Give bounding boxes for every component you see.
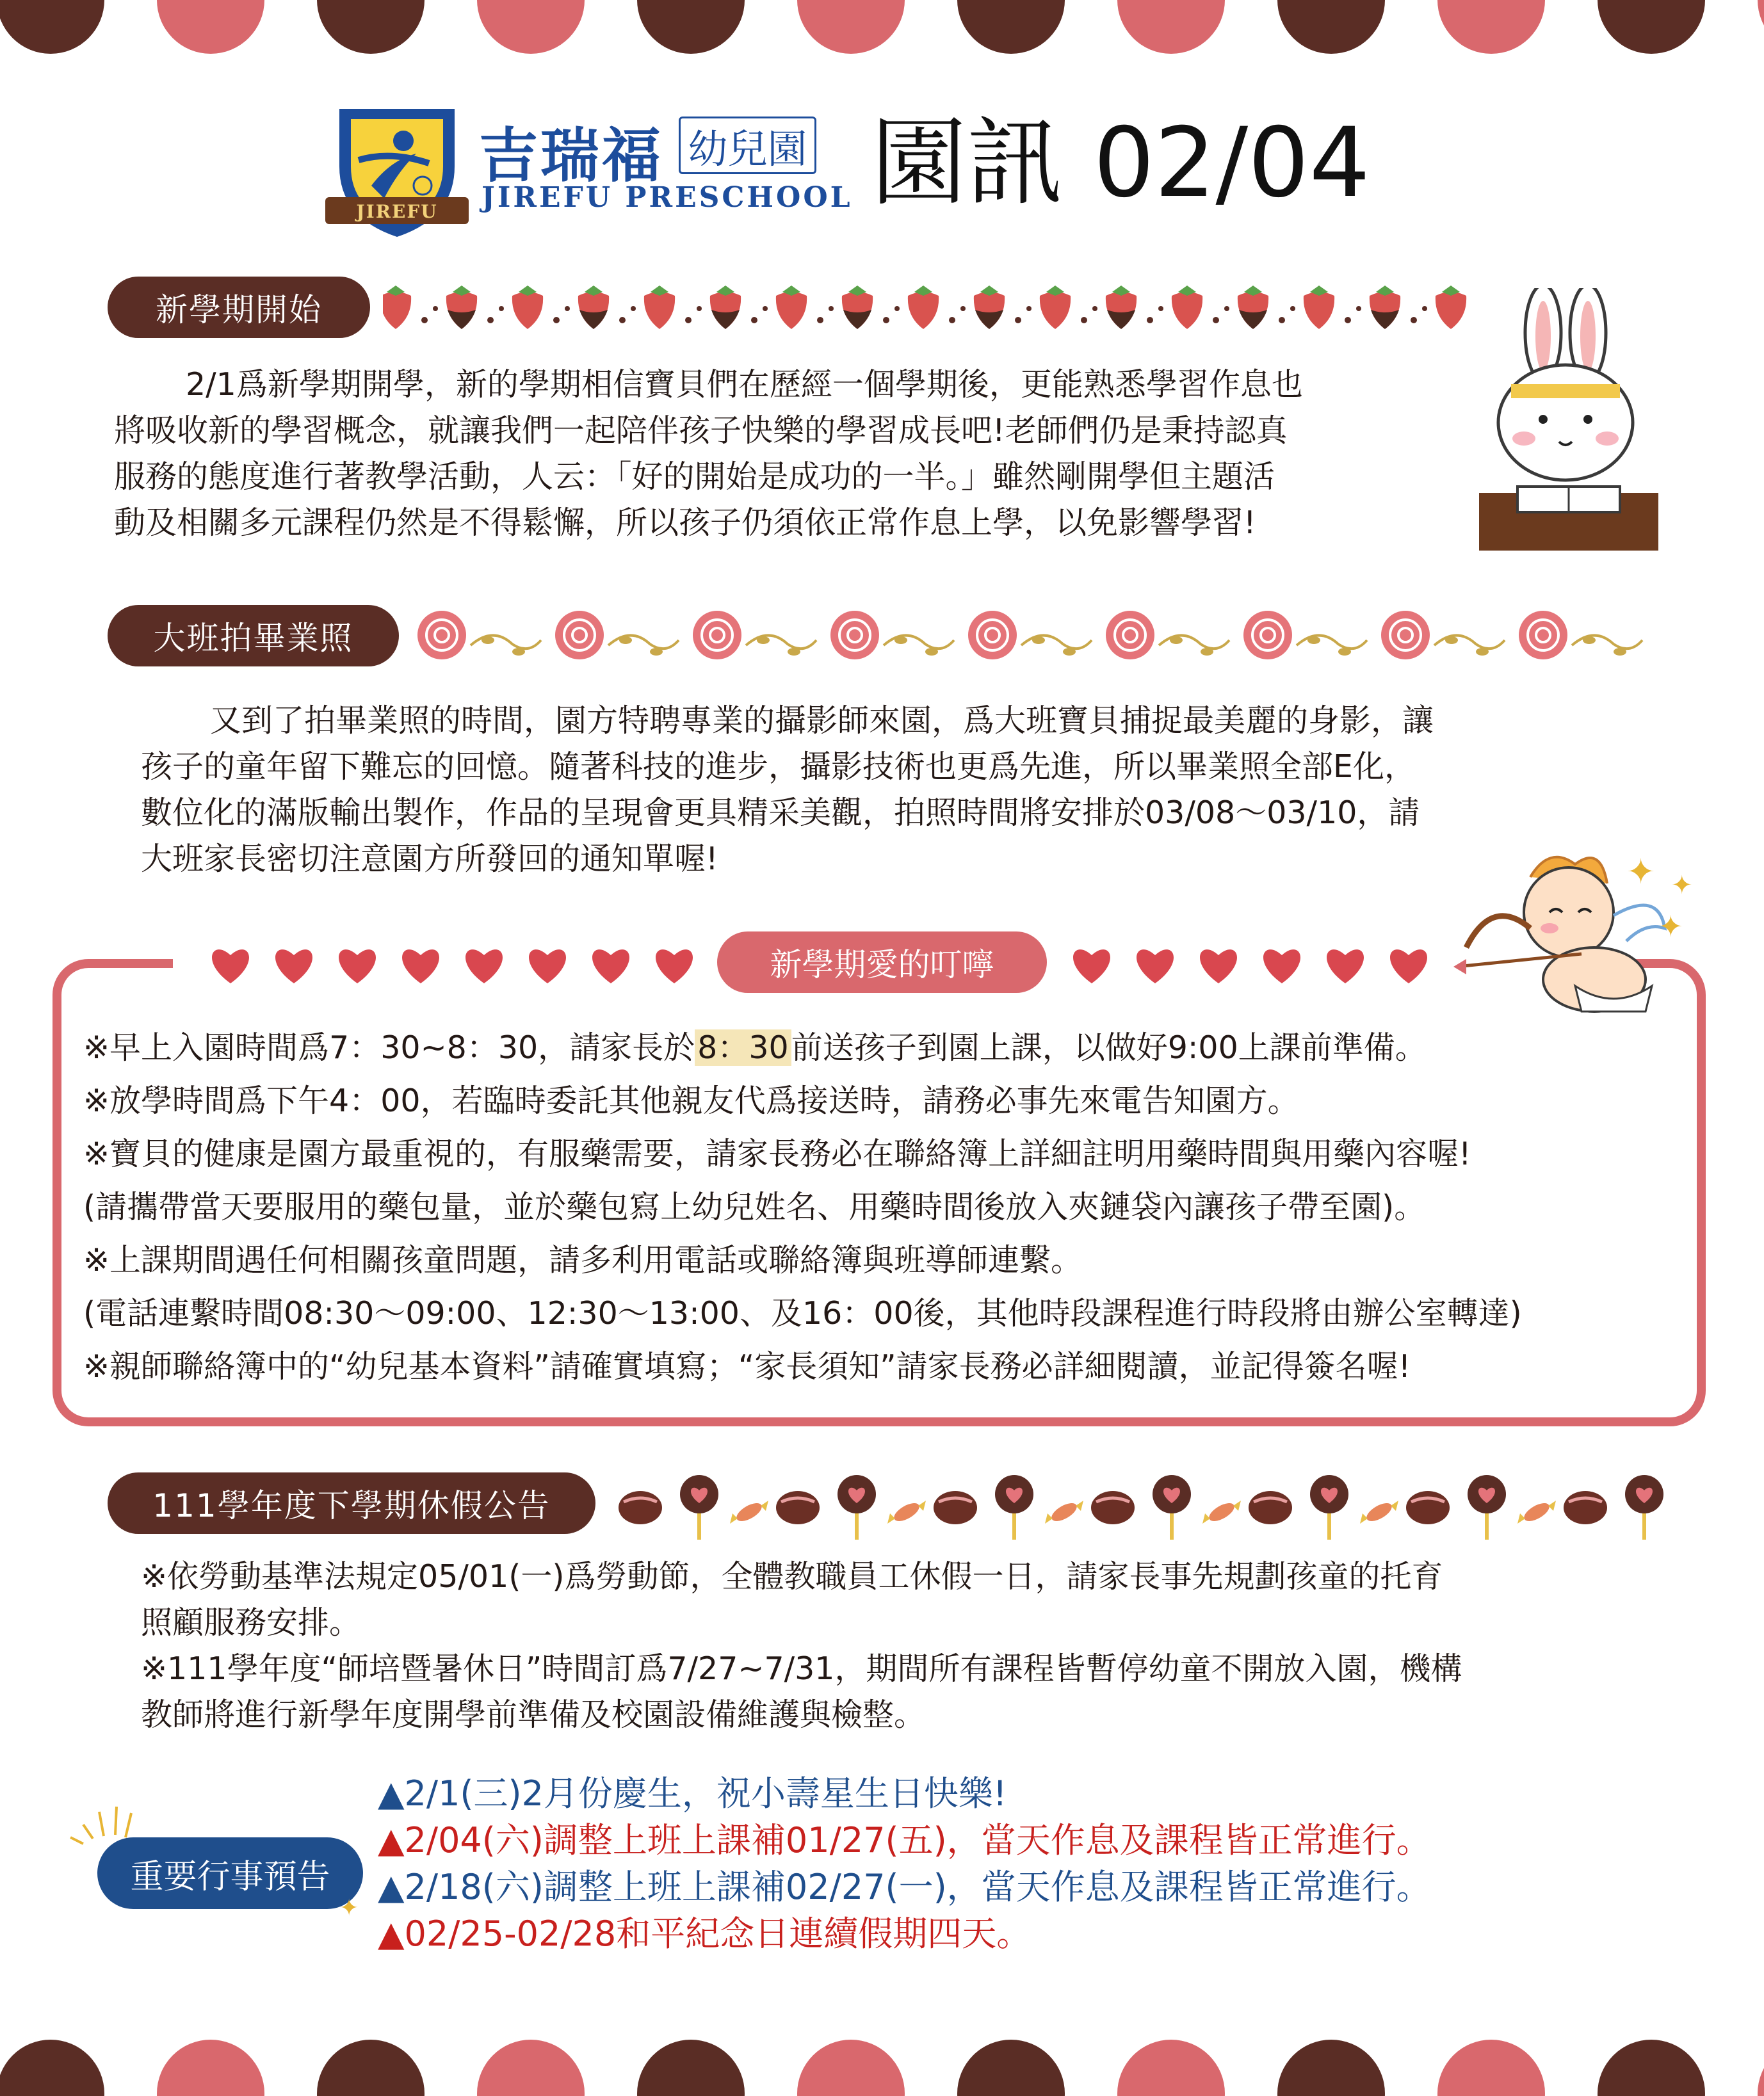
rabbit-illustration	[1473, 288, 1665, 557]
rose-icon	[968, 611, 1017, 659]
text-line: 動及相關多元課程仍然是不得鬆懈，所以孩子仍須依正常作息上學，以免影響學習!	[114, 504, 1256, 541]
leaf-icon	[757, 636, 770, 644]
dot-icon	[1345, 317, 1351, 323]
text-line: 將吸收新的學習概念，就讓我們一起陪伴孩子快樂的學習成長吧!老師們仍是秉持認真	[114, 412, 1288, 449]
chocolate-icon	[1406, 1491, 1450, 1524]
dot-icon	[1026, 306, 1032, 311]
sweets-decoration-row	[615, 1472, 1703, 1545]
leaf-icon	[1338, 648, 1351, 656]
lollipop-icon	[680, 1475, 718, 1540]
strawberry-icon	[1436, 286, 1466, 329]
text-line: 照顧服務安排。	[141, 1604, 361, 1641]
leaf-icon	[512, 648, 525, 656]
new-semester-text	[114, 362, 1303, 546]
text-line: ※上課期間遇任何相關孩童問題，請多利用電話或聯絡簿與班導師連繫。	[83, 1242, 1083, 1278]
leaf-icon	[1445, 636, 1458, 644]
strawberry-icon	[1238, 286, 1268, 329]
strawberry-icon	[1040, 286, 1071, 329]
vine-icon	[1021, 635, 1092, 649]
dot-icon	[1279, 317, 1285, 323]
heart-icon	[592, 949, 629, 983]
heart-icon	[212, 949, 249, 983]
leaf-icon	[650, 648, 663, 656]
heart-icon	[529, 949, 566, 983]
dot-icon	[829, 306, 834, 311]
leaf-icon	[1583, 636, 1596, 644]
text-line: ※111學年度“師培暨暑休日”時間訂爲7/27~7/31，期間所有課程皆暫停幼童不開放入園，機構	[141, 1650, 1462, 1687]
border-dot	[957, 0, 1065, 54]
candy-icon	[1517, 1499, 1556, 1524]
heart-icon	[1200, 949, 1237, 983]
heart-icon	[339, 949, 376, 983]
rose-icon	[693, 611, 741, 659]
border-dot	[1437, 2040, 1545, 2096]
vine-icon	[746, 635, 816, 649]
strawberry-icon	[974, 286, 1005, 329]
dot-icon	[499, 306, 504, 311]
text-line: 數位化的滿版輸出製作，作品的呈現會更具精采美觀，拍照時間將安排於03/08～03/10，請	[141, 794, 1420, 831]
dot-icon	[1411, 317, 1417, 323]
schedule-item: ▲02/25-02/28和平紀念日連續假期四天。	[378, 1914, 1032, 1954]
text-segment: ※早上入園時間爲7：30~8：30，請家長於	[83, 1029, 695, 1066]
dot-icon	[1015, 317, 1021, 323]
highlighted-time: 8：30	[695, 1029, 791, 1066]
leaf-icon	[1614, 648, 1626, 656]
border-dot	[1598, 2040, 1705, 2096]
page-title: 園訊 02/04	[871, 108, 1370, 219]
reminders-text	[83, 1021, 1522, 1393]
leaf-icon	[1170, 636, 1183, 644]
dot-icon	[1224, 306, 1229, 311]
vine-icon	[1159, 635, 1229, 649]
dot-icon	[763, 306, 768, 311]
vine-icon	[608, 635, 679, 649]
leaf-icon	[1476, 648, 1489, 656]
border-dot	[797, 2040, 905, 2096]
bottom-dot-border	[0, 2032, 1764, 2096]
dot-icon	[1213, 317, 1219, 323]
rose-icon	[1519, 611, 1567, 659]
border-dot	[957, 2040, 1065, 2096]
dot-icon	[751, 317, 757, 323]
text-line: (請攜帶當天要服用的藥包量，並於藥包寫上幼兒姓名、用藥時間後放入夾鏈袋內讓孩子帶至園)。	[83, 1189, 1426, 1225]
border-dot	[157, 2040, 264, 2096]
dot-icon	[1158, 306, 1163, 311]
dot-icon	[1092, 306, 1097, 311]
top-dot-border	[0, 0, 1764, 64]
candy-icon	[1045, 1499, 1083, 1524]
section-title-new-semester: 新學期開始	[108, 277, 370, 338]
border-dot	[477, 0, 585, 54]
border-dot	[637, 2040, 745, 2096]
chocolate-icon	[619, 1491, 662, 1524]
vine-icon	[471, 635, 541, 649]
vine-icon	[1434, 635, 1505, 649]
heart-icon	[275, 949, 312, 983]
dot-icon	[487, 317, 494, 323]
dot-icon	[1147, 317, 1153, 323]
vine-icon	[1297, 635, 1367, 649]
dot-icon	[421, 317, 428, 323]
rose-icon	[1381, 611, 1430, 659]
sparkle-icon: ✦	[1658, 909, 1683, 944]
leaf-icon	[481, 636, 494, 644]
heart-decoration-row-right	[1069, 942, 1450, 990]
heart-icon	[656, 949, 693, 983]
dot-icon	[433, 306, 438, 311]
strawberry-icon	[446, 286, 477, 329]
dot-icon	[1356, 306, 1361, 311]
strawberry-decoration-row	[383, 282, 1484, 335]
lollipop-icon	[995, 1475, 1033, 1540]
border-dot	[637, 0, 745, 54]
border-dot	[1437, 0, 1545, 54]
text-line: ※放學時間爲下午4：00，若臨時委託其他親友代爲接送時，請務必事先來電告知園方。	[83, 1083, 1299, 1119]
section-title-reminders: 新學期愛的叮嚀	[717, 931, 1047, 993]
heart-icon	[1327, 949, 1364, 983]
vine-icon	[1572, 635, 1642, 649]
lollipop-icon	[1625, 1475, 1663, 1540]
dot-icon	[553, 317, 560, 323]
leaf-icon	[619, 636, 632, 644]
school-name-zh: 吉瑞福	[479, 122, 664, 190]
leaf-icon	[1063, 648, 1076, 656]
border-dot	[317, 0, 425, 54]
text-line: 大班家長密切注意園方所發回的通知單喔!	[141, 841, 718, 877]
leaf-icon	[788, 648, 800, 656]
lollipop-icon	[1468, 1475, 1506, 1540]
border-dot	[797, 0, 905, 54]
border-dot	[1277, 2040, 1385, 2096]
leaf-icon	[1307, 636, 1320, 644]
text-line: (電話連繫時間08:30～09:00、12:30～13:00、及16：00後，其他時段課程進行時段將由辦公室轉達)	[83, 1295, 1522, 1332]
rose-icon	[1243, 611, 1292, 659]
strawberry-icon	[710, 286, 741, 329]
strawberry-icon	[383, 286, 411, 329]
school-logo	[320, 90, 474, 243]
heart-icon	[402, 949, 439, 983]
chocolate-icon	[1564, 1491, 1607, 1524]
rose-icon	[1106, 611, 1154, 659]
rose-decoration-row	[413, 607, 1649, 667]
text-line: 又到了拍畢業照的時間，園方特聘專業的攝影師來園，爲大班寶貝捕捉最美麗的身影，讓	[210, 702, 1434, 739]
rose-icon	[830, 611, 879, 659]
sparkle-icon: ✦	[1626, 851, 1656, 892]
dot-icon	[894, 306, 900, 311]
heart-icon	[1263, 949, 1300, 983]
candy-icon	[1360, 1499, 1398, 1524]
border-dot	[0, 2040, 104, 2096]
border-dot	[1277, 0, 1385, 54]
lollipop-icon	[1310, 1475, 1348, 1540]
chocolate-icon	[1091, 1491, 1135, 1524]
dot-icon	[949, 317, 955, 323]
dot-icon	[1290, 306, 1295, 311]
dot-icon	[631, 306, 636, 311]
dot-icon	[685, 317, 692, 323]
dot-icon	[1422, 306, 1427, 311]
chocolate-icon	[934, 1491, 977, 1524]
border-dot	[1758, 0, 1764, 54]
border-dot	[1117, 2040, 1225, 2096]
schedule-item: ▲2/18(六)調整上班上課補02/27(一)，當天作息及課程皆正常進行。	[378, 1867, 1431, 1907]
border-dot	[477, 2040, 585, 2096]
leaf-icon	[894, 636, 907, 644]
text-line	[83, 1021, 1522, 1074]
sparkle-icon: ✦	[1671, 871, 1693, 900]
dot-icon	[619, 317, 626, 323]
strawberry-icon	[1106, 286, 1137, 329]
rose-icon	[555, 611, 604, 659]
dot-icon	[883, 317, 889, 323]
candy-icon	[730, 1499, 768, 1524]
section-title-holiday: 111學年度下學期休假公告	[108, 1472, 595, 1534]
candy-icon	[1202, 1499, 1241, 1524]
schedule-item: ▲2/1(三)2月份慶生，祝小壽星生日快樂!	[378, 1773, 1007, 1814]
border-dot	[1598, 0, 1705, 54]
holiday-text	[141, 1554, 1462, 1738]
strawberry-icon	[644, 286, 675, 329]
text-line: ※寶貝的健康是園方最重視的，有服藥需要，請家長務必在聯絡簿上詳細註明用藥時間與用藥內容喔!	[83, 1136, 1471, 1172]
logo-badge-text: JIREFU	[356, 200, 438, 222]
section-title-graduation-photo: 大班拍畢業照	[108, 605, 399, 666]
strawberry-icon	[1370, 286, 1400, 329]
dot-icon	[565, 306, 570, 311]
border-dot	[157, 0, 264, 54]
chocolate-icon	[1249, 1491, 1292, 1524]
text-line: ※親師聯絡簿中的“幼兒基本資料”請確實填寫；“家長須知”請家長務必詳細閱讀，並記得簽名喔!	[83, 1348, 1411, 1385]
strawberry-icon	[908, 286, 939, 329]
dot-icon	[1081, 317, 1087, 323]
border-dot	[1117, 0, 1225, 54]
school-type-zh: 幼兒園	[679, 117, 816, 174]
border-dot	[317, 2040, 425, 2096]
section-title-schedule: 重要行事預告	[97, 1837, 363, 1909]
heart-icon	[465, 949, 503, 983]
heart-decoration-row-left	[208, 942, 715, 990]
strawberry-icon	[1304, 286, 1334, 329]
strawberry-icon	[842, 286, 873, 329]
heart-icon	[1073, 949, 1110, 983]
candy-icon	[887, 1499, 926, 1524]
strawberry-icon	[512, 286, 543, 329]
strawberry-icon	[1172, 286, 1202, 329]
text-line: 服務的態度進行著教學活動，人云：「好的開始是成功的一半。」雖然剛開學但主題活	[114, 458, 1275, 495]
leaf-icon	[1032, 636, 1045, 644]
dot-icon	[697, 306, 702, 311]
schedule-item: ▲2/04(六)調整上班上課補01/27(五)，當天作息及課程皆正常進行。	[378, 1820, 1431, 1860]
chocolate-icon	[776, 1491, 820, 1524]
school-name-en: JIREFU PRESCHOOL	[481, 181, 853, 214]
border-dot	[1758, 2040, 1764, 2096]
sparkle-icon: ✦	[339, 1895, 359, 1921]
text-line: ※依勞動基準法規定05/01(一)爲勞動節，全體教職員工休假一日，請家長事先規劃孩童的托育	[141, 1558, 1443, 1595]
heart-icon	[1137, 949, 1174, 983]
strawberry-icon	[578, 286, 609, 329]
strawberry-icon	[776, 286, 807, 329]
heart-icon	[1390, 949, 1427, 983]
schedule-list	[378, 1770, 1431, 1957]
leaf-icon	[1201, 648, 1213, 656]
dot-icon	[960, 306, 966, 311]
graduation-photo-text	[141, 698, 1434, 882]
text-line: 教師將進行新學年度開學前準備及校園設備維護與檢整。	[141, 1697, 926, 1733]
lollipop-icon	[1153, 1475, 1191, 1540]
lollipop-icon	[837, 1475, 876, 1540]
dot-icon	[817, 317, 823, 323]
rose-icon	[417, 611, 466, 659]
text-line: 孩子的童年留下難忘的回憶。隨著科技的進步，攝影技術也更爲先進，所以畢業照全部E化，	[141, 748, 1416, 785]
leaf-icon	[925, 648, 938, 656]
border-dot	[0, 0, 104, 54]
text-segment: 前送孩子到園上課，以做好9:00上課前準備。	[791, 1029, 1427, 1066]
text-line: 2/1爲新學期開學，新的學期相信寶貝們在歷經一個學期後，更能熟悉學習作息也	[186, 366, 1303, 403]
vine-icon	[884, 635, 954, 649]
